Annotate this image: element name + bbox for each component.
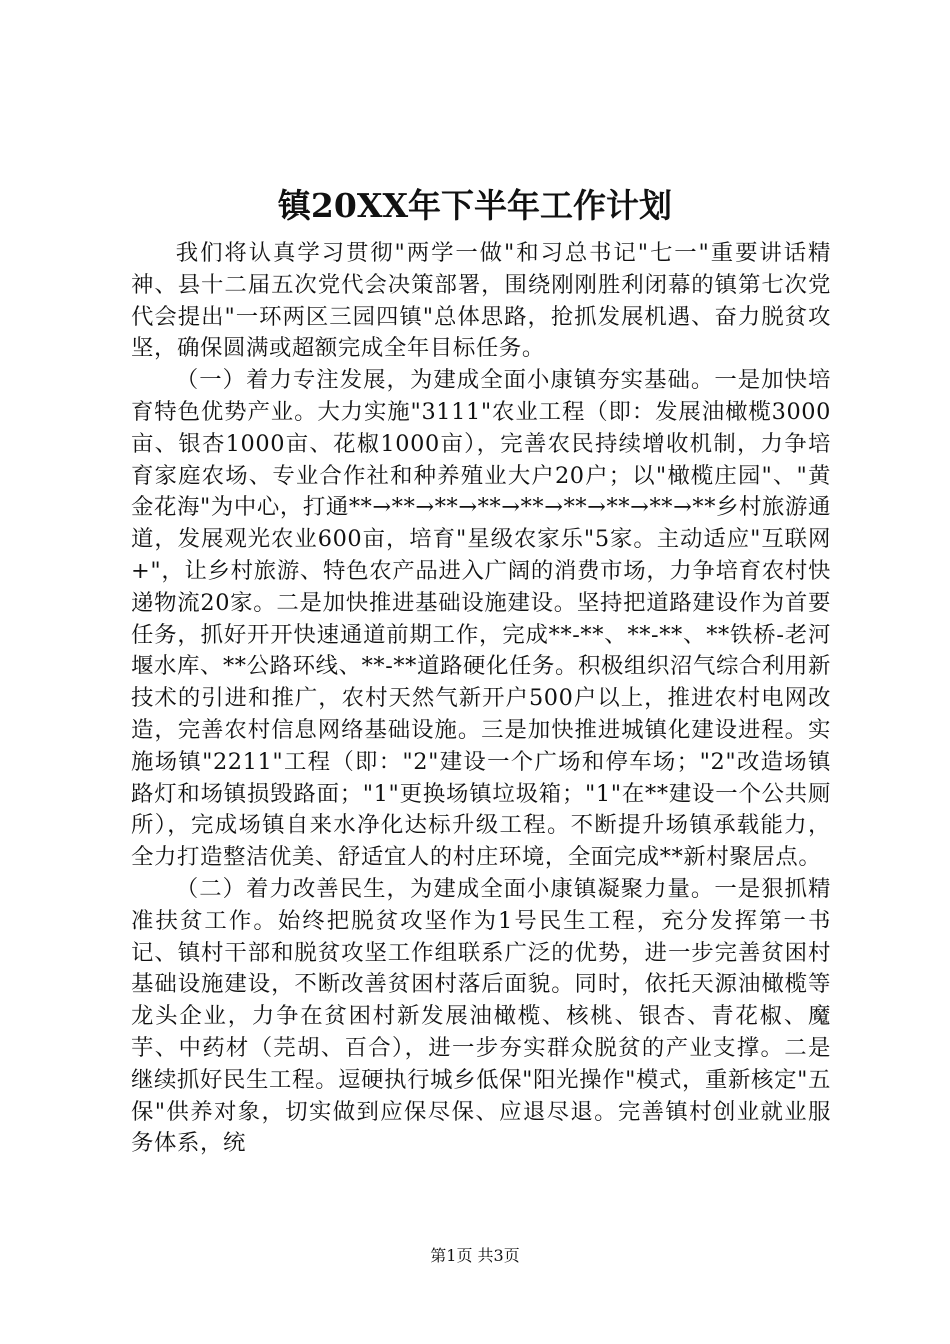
document-body <box>131 238 831 1160</box>
page-footer: 第1页 共3页 <box>430 1246 520 1265</box>
paragraph-section-two: （二）着力改善民生，为建成全面小康镇凝聚力量。一是狠抓精准扶贫工作。始终把脱贫攻坚作为1号民生工程，充分发挥第一书记、镇村干部和脱贫攻坚工作组联系广泛的优势，进一步完善贫困村基础设施建设，不断改善贫困村落后面貌。同时，依托天源油橄榄等龙头企业，力争在贫困村新发展油橄榄、核桃、银杏、青花椒、魔芋、中药材（芫胡、百合），进一步夯实群众脱贫的产业支撑。二是继续抓好民生工程。逗硬执行城乡低保"阳光操作"模式，重新核定"五保"供养对象，切实做到应保尽保、应退尽退。完善镇村创业就业服务体系，统 <box>131 875 831 1157</box>
paragraph-intro: 我们将认真学习贯彻"两学一做"和习总书记"七一"重要讲话精神、县十二届五次党代会决策部署，围绕刚刚胜利闭幕的镇第七次党代会提出"一环两区三园四镇"总体思路，抢抓发展机遇、奋力脱贫攻坚，确保圆满或超额完成全年目标任务。 <box>131 240 831 362</box>
paragraph-section-one: （一）着力专注发展，为建成全面小康镇夯实基础。一是加快培育特色优势产业。大力实施"3111"农业工程（即：发展油橄榄3000亩、银杏1000亩、花椒1000亩），完善农民持续增收机制，力争培育家庭农场、专业合作社和种养殖业大户20户；以"橄榄庄园"、"黄金花海"为中心，打通**→**→**→**→**→**→**→**→**乡村旅游通道，发展观光农业600亩，培育"星级农家乐"5家。主动适应"互联网+"，让乡村旅游、特色农产品进入广阔的消费市场，力争培育农村快递物流20家。二是加快推进基础设施建设。坚持把道路建设作为首要任务，抓好开开快速通道前期工作，完成**-**、**-**、**铁桥-老河堰水库、**公路环线、**-**道路硬化任务。积极组织沼气综合利用新技术的引进和推广，农村天然气新开户500户以上，推进农村电网改造，完善农村信息网络基础设施。三是加快推进城镇化建设进程。实施场镇"2211"工程（即："2"建设一个广场和停车场；"2"改造场镇路灯和场镇损毁路面；"1"更换场镇垃圾箱；"1"在**建设一个公共厕所），完成场镇自来水净化达标升级工程。不断提升场镇承载能力，全力打造整洁优美、舒适宜人的村庄环境，全面完成**新村聚居点。 <box>131 367 831 871</box>
document-title: 镇20XX年下半年工作计划 <box>277 186 673 225</box>
